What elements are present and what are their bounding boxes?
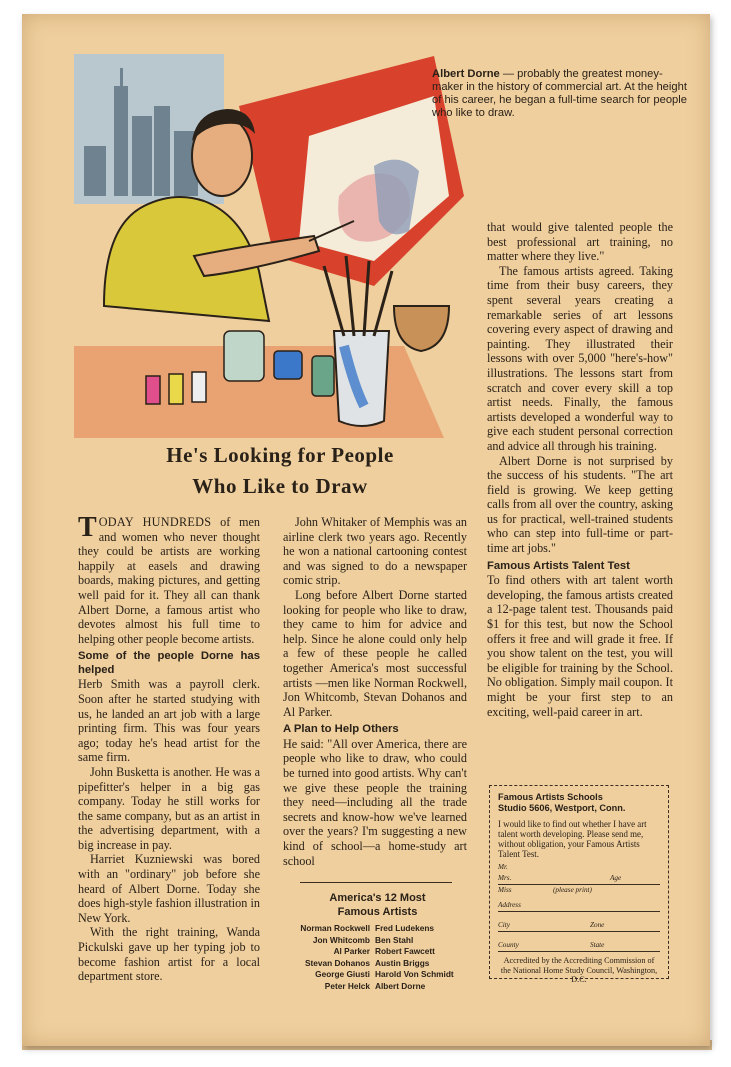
illustration-caption — [432, 68, 692, 120]
miss-row[interactable]: Miss (please print) — [498, 886, 592, 894]
article-column-1 — [78, 512, 260, 984]
paragraph: To find others with art talent worth developing, the famous artists created a 12-page talent test. Thousands paid $1 for this test, but now the School offers it free and will grade it free. If you show talent on the test, you will be eligible for training by the School. No obligation. Simply mail coupon. It might be your first step to an exciting, well-paid career in art. — [487, 573, 673, 719]
artist-name: Norman Rockwell — [300, 923, 370, 933]
paragraph: that would give talented people the best professional art training, no matter where they live." — [487, 220, 673, 264]
coupon-heading: Famous Artists Schools — [498, 792, 603, 802]
artist-name: Al Parker — [333, 946, 370, 957]
subheading: A Plan to Help Others — [283, 723, 399, 736]
age-label: Age — [610, 874, 622, 882]
accreditation-note: Accredited by the Accrediting Commission of the National Home Study Council, Washington, D.C. — [500, 956, 658, 984]
coupon-address-heading: Studio 5606, Westport, Conn. — [498, 803, 626, 813]
county-state-field[interactable]: County State — [498, 938, 660, 952]
paragraph: Albert Dorne is not surprised by the success of his students. "The art field is growing. We keep getting calls from all over the country, asking us for practical, well-trained students who can step into full-time or part-time art jobs." — [487, 453, 673, 556]
caption-name: Albert Dorne — [432, 68, 500, 80]
drop-cap: T — [78, 512, 97, 543]
paragraph: John Busketta is another. He was a pipefitter's helper in a big gas company. Today he still works for the same company, but as an artist in the advertising department, with a big increase in pay. — [78, 764, 260, 852]
headline-line-2: Who Like to Draw — [192, 474, 368, 498]
artist-name: Jon Whitcomb — [312, 934, 370, 945]
mail-coupon[interactable] — [489, 785, 669, 984]
paragraph: The famous artists agreed. Taking time from their busy careers, they spent several years creating a remarkable series of art lessons covering every aspect of drawing and painting. They illustrated their lessons with over 5,000 "here's-how" illustrations. The lessons start from scratch and cover every skill a top artist needs. Finally, the famous artists developed a wonderful way to give each student personal correction and advice all through his training. — [487, 263, 673, 453]
artist-name: Harold Von Schmidt — [375, 969, 454, 980]
paragraph: With the right training, Wanda Pickulski gave up her typing job to become fashion artist for a local department store. — [78, 925, 260, 984]
paragraph: Harriet Kuzniewski was bored with an "ordinary" job before she heard of Albert Dorne. Today she does high-style fashion illustration in New York. — [78, 852, 260, 925]
paragraph: John Whitaker of Memphis was an airline clerk two years ago. Recently he won a national cartooning contest and was signed to do a newspaper comic strip. — [283, 515, 467, 588]
coupon-body: I would like to find out whether I have art talent worth developing. Please send me, without obligation, your Famous Artists Talent Test. — [498, 819, 647, 859]
artist-name: Albert Dorne — [375, 981, 426, 991]
artists-title: America's 12 Most Famous Artists — [329, 892, 426, 918]
article-column-3 — [487, 220, 673, 719]
artist-illustration — [74, 46, 474, 438]
name-field[interactable]: Mr. — [498, 863, 508, 871]
artist-name: Austin Briggs — [375, 957, 430, 968]
artist-name: Peter Helck — [324, 981, 370, 991]
coupon-form — [498, 864, 660, 952]
address-field[interactable]: Address — [498, 898, 660, 912]
artist-name: Robert Fawcett — [375, 946, 435, 957]
paragraph: Herb Smith was a payroll clerk. Soon after he started studying with us, he landed an art job with a large printing firm. This was four years ago; today he's head artist for the same firm. — [78, 677, 260, 765]
lead-in: ODAY HUNDREDS — [98, 515, 212, 529]
city-zone-field[interactable]: City Zone — [498, 918, 660, 932]
article-column-2 — [283, 515, 467, 868]
artist-name: Stevan Dohanos — [304, 957, 370, 968]
bowl — [394, 306, 449, 351]
divider — [300, 882, 452, 883]
brush-jar — [334, 331, 389, 426]
name-field[interactable]: Mrs. Age — [498, 875, 660, 885]
artist-name: Ben Stahl — [375, 934, 414, 945]
paragraph: He said: "All over America, there are people who like to draw, who could be turned into good artists. Why can't we give these people the training they need—including all the trade secrets and know-how we've learned over the years? I'm suggesting a new kind of school—a home-study art school — [283, 736, 467, 868]
caption-text: — probably the greatest money-maker in the history of commercial art. At the height of his career, he began a full-time search for people who like to draw. — [432, 68, 687, 119]
paragraph: Long before Albert Dorne started looking for people who like to draw, they came to him for advice and help. Since he alone could only help a few of these people he called together America's most successful artists —men like Norman Rockwell, Jon Whitcomb, Stevan Dohanos and Al Parker. — [283, 587, 467, 719]
artist-name: George Giusti — [315, 969, 370, 980]
subheading: Famous Artists Talent Test — [487, 559, 630, 572]
paragraph: TODAY HUNDREDS of men and women who never thought they could be artists are working happily at easels and drawing boards, making pictures, and getting well paid for it. They all can thank Albert Dorne, a famous artist who devotes almost his full time to helping other people become artists. — [78, 512, 260, 646]
subheading: Some of the people Dorne has helped — [78, 650, 260, 676]
headline-line-1: He's Looking for People — [166, 443, 394, 467]
artist-name: Fred Ludekens — [375, 923, 435, 933]
headline — [80, 440, 480, 502]
